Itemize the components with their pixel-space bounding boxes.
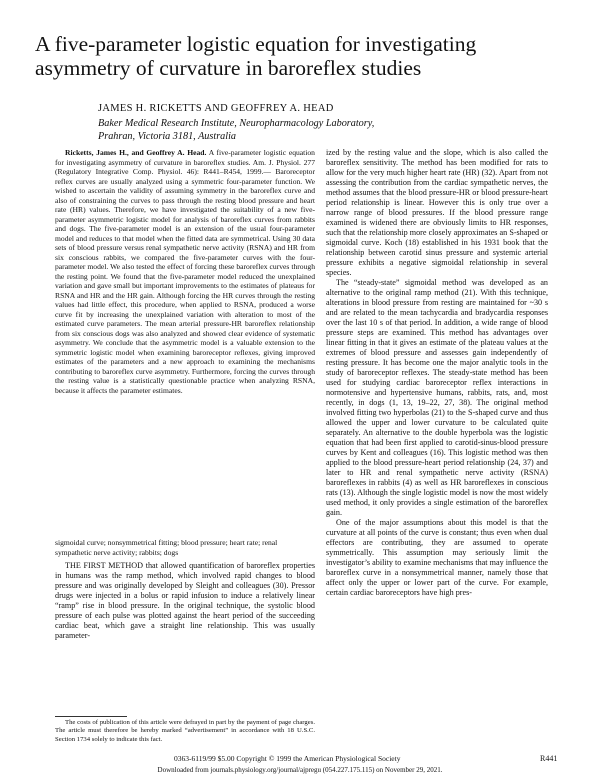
affiliation-line-2: Prahran, Victoria 3181, Australia xyxy=(98,131,237,142)
footnote-text: The costs of publication of this article were defrayed in part by the payment of page charges. The article must therefore be hereby marked “advertisement” in accordance with 18 U.S.C. Section 1734 solely to indicate this fact. xyxy=(55,719,315,743)
body-right-paragraph-2: The “steady-state” sigmoidal method was developed as an alternative to the original ramp method (21). With this technique, alterations in blood pressure from resting are maintained for ~30 s and are related to the mean tachycardia and bradycardia responses over the last 10 s of that period. In addition, a wide range of blood pressure steps are examined. This method has advantages over linear fitting in that it gives an estimate of the plateau values at the extremes of blood pressure and assesses gain independently of resting pressure. It has become one the major analytic tools in the study of baroreceptor reflexes. The steady-state method has been used for studying cardiac baroreceptor reflex interactions in normotensive and hypertensive humans, rabbits, rats, and, most recently, in dogs (1, 13, 19–22, 27, 38). The original method involved fitting two hyperbolas (21) to the S-shaped curve and thus allowed the upper and lower curvature to be calculated quite separately. An alternative to the double hyperbola was the logistic equation that had been first applied to carotid-sinus-blood pressure curves by Kent and colleagues (16). This logistic method was then applied to the blood pressure-heart period relationship (24, 37) and later to HR and renal sympathetic nerve activity (RSNA) baroreflexes in rabbits (4) as well as HR baroreflexes in conscious rats (13). Although the single logistic model is now the most widely used method, it only provides a single estimation of the baroreflex gain. xyxy=(326,278,548,517)
body-lead: THE FIRST METHOD xyxy=(65,561,143,570)
body-left-text: that allowed quantification of baroreflex properties in humans was the ramp method, which involved rapid changes to blood pressure and was originally developed by Sleight and colleagues (30). Pressor drugs were injected in a bolus or rapid infusion to induce a relatively linear “ramp” rise in blood pressure. In the original technique, the systolic blood pressure of each pulse was plotted against the heart period of the succeeding cardiac beat, which gave a straight line relationship. This was usually parameter- xyxy=(55,561,316,640)
page-number: R441 xyxy=(540,754,558,763)
abstract-citation-authors: Ricketts, James H., and Geoffrey A. Head. xyxy=(65,148,207,157)
abstract xyxy=(55,148,315,395)
body-left-column xyxy=(55,561,315,641)
affiliation-line-1: Baker Medical Research Institute, Neuropharmacology Laboratory, xyxy=(98,118,375,129)
keywords xyxy=(55,538,315,557)
abstract-citation: A five-parameter logistic equation for investigating asymmetry of curvature in baroreflex studies. Am. J. Physiol. 277 (Regulatory Integrative Comp. Physiol. 46): R441–R454, 1999.— xyxy=(55,148,315,176)
footnote xyxy=(55,719,315,744)
body-right-paragraph-1: ized by the resting value and the slope, which is also called the baroreflex sensitivity. The method has been modified for rats to allow for the very much higher heart rate (HR) (32). Apart from not assessing the contribution from the cardiac sympathetic nerves, the method assumes that the blood pressure-HR or blood pressure-heart period relationship is linear. However this is only true over a narrow range of blood pressures. If the blood pressure range examined is widened there are obviously limits to HR responses, such that the relationship more closely approximates an S-shaped or sigmoidal curve. Koch (18) established in his 1931 book that the relationship between carotid sinus pressure and systemic arterial pressure exhibits a negative sigmoidal relationship in several species. xyxy=(326,148,548,277)
body-right-column xyxy=(326,148,548,598)
download-line: Downloaded from journals.physiology.org/journal/ajpregu (054.227.175.115) on November 29, 2021. xyxy=(157,766,443,774)
keywords-text: sigmoidal curve; nonsymmetrical fitting; blood pressure; heart rate; renal sympathetic nerve activity; rabbits; dogs xyxy=(55,538,278,557)
abstract-text: Baroreceptor reflex curves are usually analyzed using a symmetric four-parameter function. We wished to ascertain the validity of assuming symmetry in the baroreflex curve and also of constraining the curves to pass through the resting blood pressure and heart rate (HR) values. Therefore, we have investigated the suitability of a new five-parameter asymmetric logistic model for analysis of baroreflex curves from rabbits and dogs. The five-parameter model is an extension of the usual four-parameter model and reduces to that model when the fitted data are symmetrical. Using 30 data sets of blood pressure versus renal sympathetic nerve activity (RSNA) and HR from six conscious rabbits, we compared the five-parameter curves with the four-parameter model. We also tested the effect of forcing these baroreflex curves through the resting point. We found that the five-parameter model reduced the unexplained variation and gave small but important improvements to the estimates of plateaus for RSNA and HR and the HR gain. Although forcing the HR curves through the resting values had little effect, this procedure, when applied to RSNA, produced a worse curve fit by increasing the unexplained variation with alteration to most of the estimated curve parameters. The mean arterial pressure-HR baroreflex relationship from six conscious dogs was also analyzed and showed clear evidence of systematic asymmetry. We conclude that the asymmetric model is a valuable extension to the symmetric logistic model when examining baroreceptor reflexes, giving improved estimates of the parameters and a new approach to examining the mechanisms contributing to baroreflex curve asymmetry. Furthermore, forcing the curves through the resting value is a statistically questionable practice when analyzing RSNA, because it affects the parameter estimates. xyxy=(55,167,315,395)
body-right-paragraph-3: One of the major assumptions about this model is that the curvature at all points of the curve is constant; thus even when dual effectors are contributing, they are assumed to operate symmetrically. This assumption may seriously limit the investigator’s ability to examine mechanisms that may influence the baroreflex curve in a nonsymmetrical manner, namely those that affect only the upper or lower part of the curve. For example, certain cardiac baroreceptors have high pres- xyxy=(326,518,548,597)
authors: JAMES H. RICKETTS AND GEOFFREY A. HEAD xyxy=(98,103,334,114)
article-title: A five-parameter logistic equation for investigating asymmetry of curvature in baroreflex studies xyxy=(35,32,477,80)
footnote-rule xyxy=(55,716,127,717)
copyright-line: 0363-6119/99 $5.00 Copyright © 1999 the American Physiological Society xyxy=(174,754,401,763)
